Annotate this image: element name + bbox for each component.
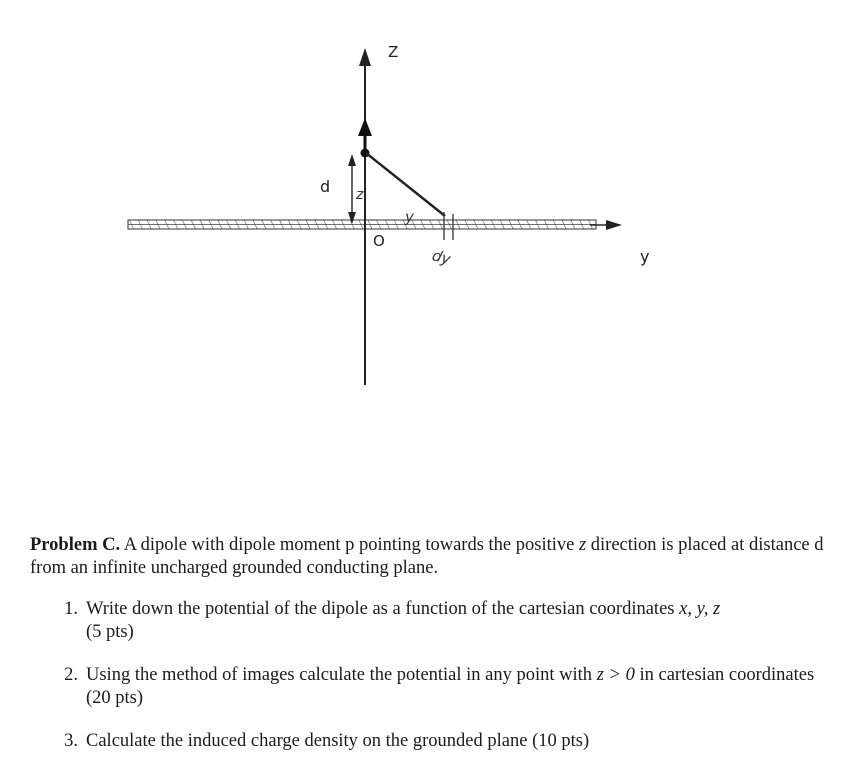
list-item xyxy=(30,664,830,710)
axis-z-label: Z xyxy=(388,43,399,61)
handwritten-dy-label: dy xyxy=(430,246,453,269)
task-number: 3. xyxy=(64,731,78,751)
handwritten-line xyxy=(366,153,445,216)
problem-text xyxy=(30,534,830,773)
axis-y-label: y xyxy=(640,247,650,266)
distance-arrow xyxy=(348,154,356,224)
z-axis xyxy=(359,48,371,385)
problem-intro-var: z xyxy=(578,535,587,555)
dipole-arrow xyxy=(358,118,372,158)
task-number: 1. xyxy=(64,599,78,619)
handwritten-y-label: y xyxy=(405,208,414,226)
problem-intro-part1: A dipole with dipole moment p pointing towards the positive xyxy=(123,535,579,555)
task-number: 2. xyxy=(64,665,78,685)
list-item xyxy=(30,730,830,753)
problem-intro-part2: direction is placed at distance d from an infinite uncharged grounded conducting plane. xyxy=(30,535,824,578)
task-vars: x, y, z xyxy=(679,599,721,619)
problem-label: Problem C. xyxy=(30,535,121,555)
task-condition: z > 0 xyxy=(596,665,635,685)
task-text: Calculate the induced charge density on the grounded plane (10 pts) xyxy=(86,731,590,751)
origin-label: O xyxy=(373,232,385,250)
handwritten-z-label: z xyxy=(356,187,364,203)
problem-intro xyxy=(30,534,830,580)
distance-label: d xyxy=(320,177,331,196)
task-text: Using the method of images calculate the potential in any point with z > 0 in cartesian coordinates (20 pts) xyxy=(86,665,815,708)
task-points: (5 pts) xyxy=(86,622,134,642)
list-item xyxy=(30,598,830,644)
conducting-plane xyxy=(128,220,596,229)
task-list xyxy=(30,598,830,753)
task-text: Write down the potential of the dipole as a function of the cartesian coordinates x, y, z (5 pts) xyxy=(86,599,721,642)
